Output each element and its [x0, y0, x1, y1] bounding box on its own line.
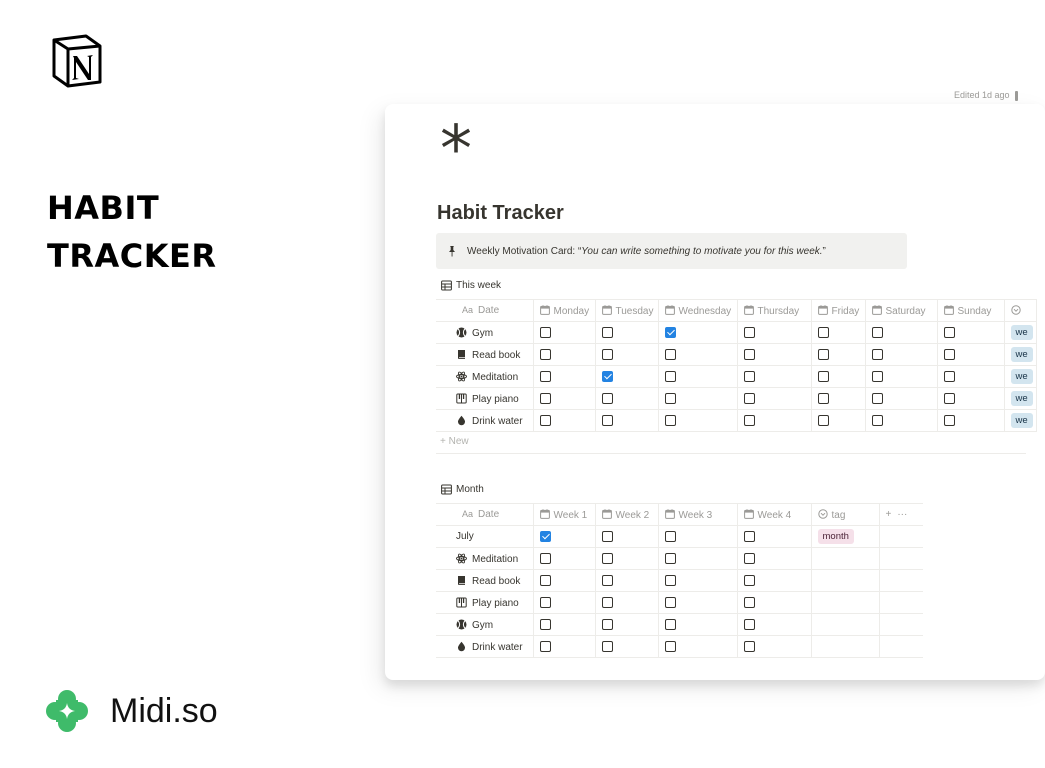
weekly-row-gym — [436, 322, 1036, 344]
checkbox-cell — [737, 366, 811, 388]
monthly-header-label: Week 1 — [553, 509, 588, 521]
checkbox[interactable] — [872, 371, 883, 382]
monthly-tag-cell[interactable] — [811, 526, 879, 548]
checkbox[interactable] — [744, 327, 755, 338]
table-icon — [441, 280, 452, 291]
weekly-header-friday[interactable] — [811, 300, 865, 322]
weekly-header-label: Thursday — [757, 305, 800, 317]
weekly-header-saturday[interactable] — [865, 300, 937, 322]
checkbox[interactable] — [540, 327, 551, 338]
checkbox-cell — [658, 344, 737, 366]
weekly-tag-cell[interactable] — [1004, 344, 1036, 366]
weekly-tag-cell[interactable] — [1004, 410, 1036, 432]
checkbox[interactable] — [944, 415, 955, 426]
monthly-tag-cell[interactable] — [811, 592, 879, 614]
weekly-tag-cell[interactable] — [1004, 322, 1036, 344]
weekly-header-date[interactable] — [436, 300, 533, 322]
checkbox-cell — [595, 570, 658, 592]
checkbox[interactable] — [602, 619, 613, 630]
monthly-tag-cell[interactable] — [811, 548, 879, 570]
calendar-icon — [944, 306, 958, 317]
calendar-icon — [744, 510, 758, 521]
checkbox[interactable] — [744, 575, 755, 586]
checkbox[interactable] — [665, 393, 676, 404]
calendar-icon — [744, 306, 758, 317]
checkbox-cell — [737, 592, 811, 614]
weekly-row-play-piano — [436, 388, 1036, 410]
monthly-row-label: Meditation — [472, 553, 519, 565]
empty-cell — [879, 592, 923, 614]
calendar-icon — [872, 306, 886, 317]
monthly-row-gym — [436, 614, 923, 636]
monthly-header-label: Week 3 — [678, 509, 713, 521]
new-row-label: New — [448, 436, 469, 447]
checkbox[interactable] — [665, 371, 676, 382]
book-icon — [456, 350, 472, 361]
weekly-table — [436, 299, 1037, 432]
weekly-header-label: Sunday — [957, 305, 992, 317]
calendar-icon — [540, 510, 554, 521]
checkbox-cell — [811, 322, 865, 344]
monthly-row-label: Drink water — [472, 641, 523, 653]
weekly-header-date-label: Date — [478, 305, 500, 316]
monthly-row-name[interactable] — [436, 636, 533, 658]
checkbox-checked[interactable] — [665, 327, 676, 338]
monthly-header-week-2[interactable] — [595, 504, 658, 526]
checkbox-cell — [937, 410, 1004, 432]
add-property-button[interactable]: + — [885, 509, 898, 520]
checkbox-cell — [865, 366, 937, 388]
checkbox-cell — [737, 614, 811, 636]
monthly-header-week-1[interactable] — [533, 504, 595, 526]
page-title[interactable]: Habit Tracker — [437, 202, 564, 224]
checkbox[interactable] — [944, 371, 955, 382]
book-icon — [456, 576, 472, 587]
weekly-db-title[interactable] — [441, 280, 501, 291]
checkbox-cell — [533, 614, 595, 636]
checkbox-cell — [658, 388, 737, 410]
checkbox-cell — [595, 388, 658, 410]
monthly-header-date-label: Date — [478, 509, 500, 520]
monthly-row-name[interactable] — [436, 526, 533, 548]
monthly-row-july — [436, 526, 923, 548]
motivation-callout[interactable] — [436, 233, 907, 269]
checkbox[interactable] — [744, 371, 755, 382]
checkbox[interactable] — [540, 393, 551, 404]
checkbox[interactable] — [818, 393, 829, 404]
checkbox[interactable] — [665, 349, 676, 360]
weekly-tag: we — [1011, 325, 1033, 340]
weekly-new-row-button[interactable] — [440, 436, 469, 447]
divider — [436, 453, 1026, 454]
promo-title — [47, 184, 217, 280]
checkbox[interactable] — [540, 415, 551, 426]
checkbox-cell — [737, 526, 811, 548]
weekly-row-drink-water — [436, 410, 1036, 432]
monthly-tag-cell[interactable] — [811, 570, 879, 592]
weekly-header-label: Friday — [831, 305, 860, 317]
checkbox-cell — [533, 592, 595, 614]
monthly-row-label: Read book — [472, 575, 521, 587]
weekly-row-name[interactable] — [436, 322, 533, 344]
share-button-partial[interactable] — [1015, 91, 1018, 101]
checkbox[interactable] — [540, 597, 551, 608]
checkbox[interactable] — [744, 349, 755, 360]
checkbox-cell — [737, 410, 811, 432]
monthly-row-name[interactable] — [436, 570, 533, 592]
promo-title-line1: HABIT — [47, 189, 160, 227]
atom-icon — [456, 372, 472, 383]
weekly-tag-cell[interactable] — [1004, 366, 1036, 388]
checkbox[interactable] — [818, 327, 829, 338]
checkbox-cell — [865, 344, 937, 366]
weekly-header-row — [436, 300, 1036, 322]
checkbox-cell — [865, 322, 937, 344]
weekly-row-read-book — [436, 344, 1036, 366]
checkbox-cell — [533, 366, 595, 388]
checkbox-cell — [533, 526, 595, 548]
monthly-header-label: Week 4 — [757, 509, 792, 521]
select-icon — [1011, 306, 1025, 317]
checkbox-checked[interactable] — [602, 371, 613, 382]
weekly-row-name[interactable] — [436, 410, 533, 432]
checkbox-cell — [658, 526, 737, 548]
monthly-header-tag-label: tag — [831, 509, 846, 521]
checkbox-cell — [658, 592, 737, 614]
checkbox[interactable] — [540, 371, 551, 382]
weekly-tag: we — [1011, 413, 1033, 428]
select-icon — [818, 510, 832, 521]
callout-end: ” — [822, 245, 826, 257]
checkbox-cell — [937, 366, 1004, 388]
checkbox[interactable] — [818, 415, 829, 426]
monthly-row-meditation — [436, 548, 923, 570]
monthly-db-title-text: Month — [456, 484, 484, 495]
checkbox[interactable] — [602, 641, 613, 652]
weekly-header-monday[interactable] — [533, 300, 595, 322]
checkbox-cell — [533, 570, 595, 592]
calendar-icon — [602, 306, 616, 317]
checkbox[interactable] — [744, 393, 755, 404]
checkbox[interactable] — [872, 393, 883, 404]
empty-cell — [879, 636, 923, 658]
checkbox-cell — [533, 410, 595, 432]
piano-icon — [456, 598, 472, 609]
promo-title-line2: TRACKER — [47, 237, 217, 275]
calendar-icon — [665, 510, 679, 521]
checkbox-cell — [737, 322, 811, 344]
weekly-row-label: Drink water — [472, 415, 523, 427]
checkbox[interactable] — [665, 575, 676, 586]
checkbox[interactable] — [818, 349, 829, 360]
checkbox[interactable] — [665, 597, 676, 608]
monthly-tag-cell[interactable] — [811, 614, 879, 636]
empty-cell — [879, 614, 923, 636]
checkbox-cell — [595, 548, 658, 570]
checkbox-cell — [533, 322, 595, 344]
edited-status — [954, 90, 1018, 101]
weekly-db-title-text: This week — [456, 280, 502, 291]
monthly-tag: month — [818, 529, 854, 544]
checkbox[interactable] — [540, 575, 551, 586]
checkbox-cell — [737, 388, 811, 410]
monthly-row-name[interactable] — [436, 592, 533, 614]
checkbox[interactable] — [818, 371, 829, 382]
checkbox[interactable] — [665, 553, 676, 564]
checkbox-cell — [595, 410, 658, 432]
checkbox[interactable] — [744, 415, 755, 426]
checkbox-cell — [595, 344, 658, 366]
checkbox[interactable] — [602, 327, 613, 338]
checkbox-cell — [865, 410, 937, 432]
weekly-row-label: Play piano — [472, 393, 519, 405]
checkbox-cell — [658, 366, 737, 388]
edited-text: Edited 1d ago — [954, 90, 1010, 100]
monthly-row-label: Play piano — [472, 597, 519, 609]
monthly-row-name[interactable] — [436, 614, 533, 636]
checkbox[interactable] — [872, 415, 883, 426]
monthly-header-row — [436, 504, 923, 526]
monthly-row-label: Gym — [472, 619, 494, 631]
checkbox-cell — [737, 570, 811, 592]
weekly-tag: we — [1011, 391, 1033, 406]
checkbox-cell — [811, 344, 865, 366]
weekly-header-label: Monday — [553, 305, 590, 317]
checkbox-cell — [811, 410, 865, 432]
checkbox[interactable] — [944, 393, 955, 404]
checkbox-cell — [937, 344, 1004, 366]
weekly-row-meditation — [436, 366, 1036, 388]
monthly-row-read-book — [436, 570, 923, 592]
checkbox-cell — [595, 526, 658, 548]
checkbox[interactable] — [872, 327, 883, 338]
checkbox-cell — [658, 410, 737, 432]
atom-icon — [456, 554, 472, 565]
checkbox-cell — [595, 592, 658, 614]
pushpin-icon — [446, 245, 458, 257]
checkbox-cell — [937, 322, 1004, 344]
checkbox[interactable] — [540, 619, 551, 630]
checkbox[interactable] — [744, 597, 755, 608]
drop-icon — [456, 416, 472, 427]
checkbox[interactable] — [602, 531, 613, 542]
checkbox-cell — [811, 388, 865, 410]
weekly-header-thursday[interactable] — [737, 300, 811, 322]
weekly-tag-cell[interactable] — [1004, 388, 1036, 410]
text-property-icon: Aa — [462, 509, 474, 519]
weekly-row-label: Read book — [472, 349, 521, 361]
checkbox-cell — [658, 636, 737, 658]
weekly-tag: we — [1011, 347, 1033, 362]
checkbox[interactable] — [540, 641, 551, 652]
checkbox-cell — [533, 344, 595, 366]
checkbox[interactable] — [665, 415, 676, 426]
more-options-button[interactable]: ··· — [897, 509, 908, 520]
tennis-ball-icon — [456, 620, 472, 631]
checkbox-cell — [595, 366, 658, 388]
text-property-icon: Aa — [462, 305, 474, 315]
checkbox[interactable] — [665, 641, 676, 652]
page-icon[interactable]: * — [440, 113, 472, 187]
checkbox-checked[interactable] — [540, 531, 551, 542]
monthly-header-week-3[interactable] — [658, 504, 737, 526]
checkbox-cell — [533, 388, 595, 410]
calendar-icon — [602, 510, 616, 521]
monthly-db-title[interactable] — [441, 484, 484, 495]
midi-name: Midi.so — [110, 691, 218, 730]
empty-cell — [879, 548, 923, 570]
monthly-table — [436, 503, 923, 658]
weekly-header-tuesday[interactable] — [595, 300, 658, 322]
checkbox[interactable] — [944, 327, 955, 338]
checkbox-cell — [658, 570, 737, 592]
checkbox-cell — [595, 636, 658, 658]
midi-logo-icon — [46, 690, 88, 732]
table-icon — [441, 484, 452, 495]
checkbox[interactable] — [744, 641, 755, 652]
weekly-header-label: Tuesday — [615, 305, 654, 317]
checkbox-cell — [937, 388, 1004, 410]
weekly-header-tag-partial[interactable] — [1004, 300, 1036, 322]
checkbox-cell — [533, 548, 595, 570]
checkbox[interactable] — [944, 349, 955, 360]
callout-label: Weekly Motivation Card: “ — [467, 245, 582, 257]
weekly-tag: we — [1011, 369, 1033, 384]
weekly-row-label: Meditation — [472, 371, 519, 383]
calendar-icon — [665, 306, 679, 317]
checkbox-cell — [658, 614, 737, 636]
checkbox[interactable] — [744, 531, 755, 542]
checkbox-cell — [737, 548, 811, 570]
checkbox[interactable] — [540, 349, 551, 360]
empty-cell — [879, 526, 923, 548]
checkbox-cell — [595, 614, 658, 636]
weekly-header-sunday[interactable] — [937, 300, 1004, 322]
checkbox[interactable] — [872, 349, 883, 360]
monthly-header-actions — [879, 504, 923, 526]
piano-icon — [456, 394, 472, 405]
weekly-header-label: Saturday — [885, 305, 926, 317]
calendar-icon — [818, 306, 832, 317]
checkbox-cell — [658, 322, 737, 344]
notion-logo-icon — [48, 32, 106, 90]
monthly-header-date[interactable] — [436, 504, 533, 526]
checkbox[interactable] — [665, 619, 676, 630]
monthly-row-name[interactable] — [436, 548, 533, 570]
checkbox[interactable] — [602, 575, 613, 586]
tennis-ball-icon — [456, 328, 472, 339]
checkbox[interactable] — [602, 597, 613, 608]
checkbox[interactable] — [540, 553, 551, 564]
weekly-header-label: Wednesday — [678, 305, 732, 317]
plus-icon: + — [440, 436, 449, 447]
weekly-row-label: Gym — [472, 327, 494, 339]
checkbox-cell — [811, 366, 865, 388]
checkbox[interactable] — [602, 553, 613, 564]
weekly-row-name[interactable] — [436, 344, 533, 366]
drop-icon — [456, 642, 472, 653]
monthly-header-tag[interactable] — [811, 504, 879, 526]
checkbox-cell — [658, 548, 737, 570]
calendar-icon — [540, 306, 554, 317]
weekly-header-wednesday[interactable] — [658, 300, 737, 322]
checkbox[interactable] — [602, 393, 613, 404]
empty-cell — [879, 570, 923, 592]
monthly-header-label: Week 2 — [615, 509, 650, 521]
weekly-row-name[interactable] — [436, 366, 533, 388]
checkbox[interactable] — [665, 531, 676, 542]
monthly-row-label: July — [456, 531, 474, 542]
monthly-header-week-4[interactable] — [737, 504, 811, 526]
checkbox[interactable] — [602, 415, 613, 426]
checkbox-cell — [737, 636, 811, 658]
checkbox[interactable] — [744, 553, 755, 564]
checkbox-cell — [533, 636, 595, 658]
callout-quote: You can write something to motivate you for this week. — [581, 245, 823, 257]
checkbox[interactable] — [602, 349, 613, 360]
midi-brand — [46, 690, 218, 732]
monthly-tag-cell[interactable] — [811, 636, 879, 658]
checkbox-cell — [865, 388, 937, 410]
checkbox[interactable] — [744, 619, 755, 630]
checkbox-cell — [737, 344, 811, 366]
monthly-row-play-piano — [436, 592, 923, 614]
weekly-row-name[interactable] — [436, 388, 533, 410]
monthly-row-drink-water — [436, 636, 923, 658]
checkbox-cell — [595, 322, 658, 344]
